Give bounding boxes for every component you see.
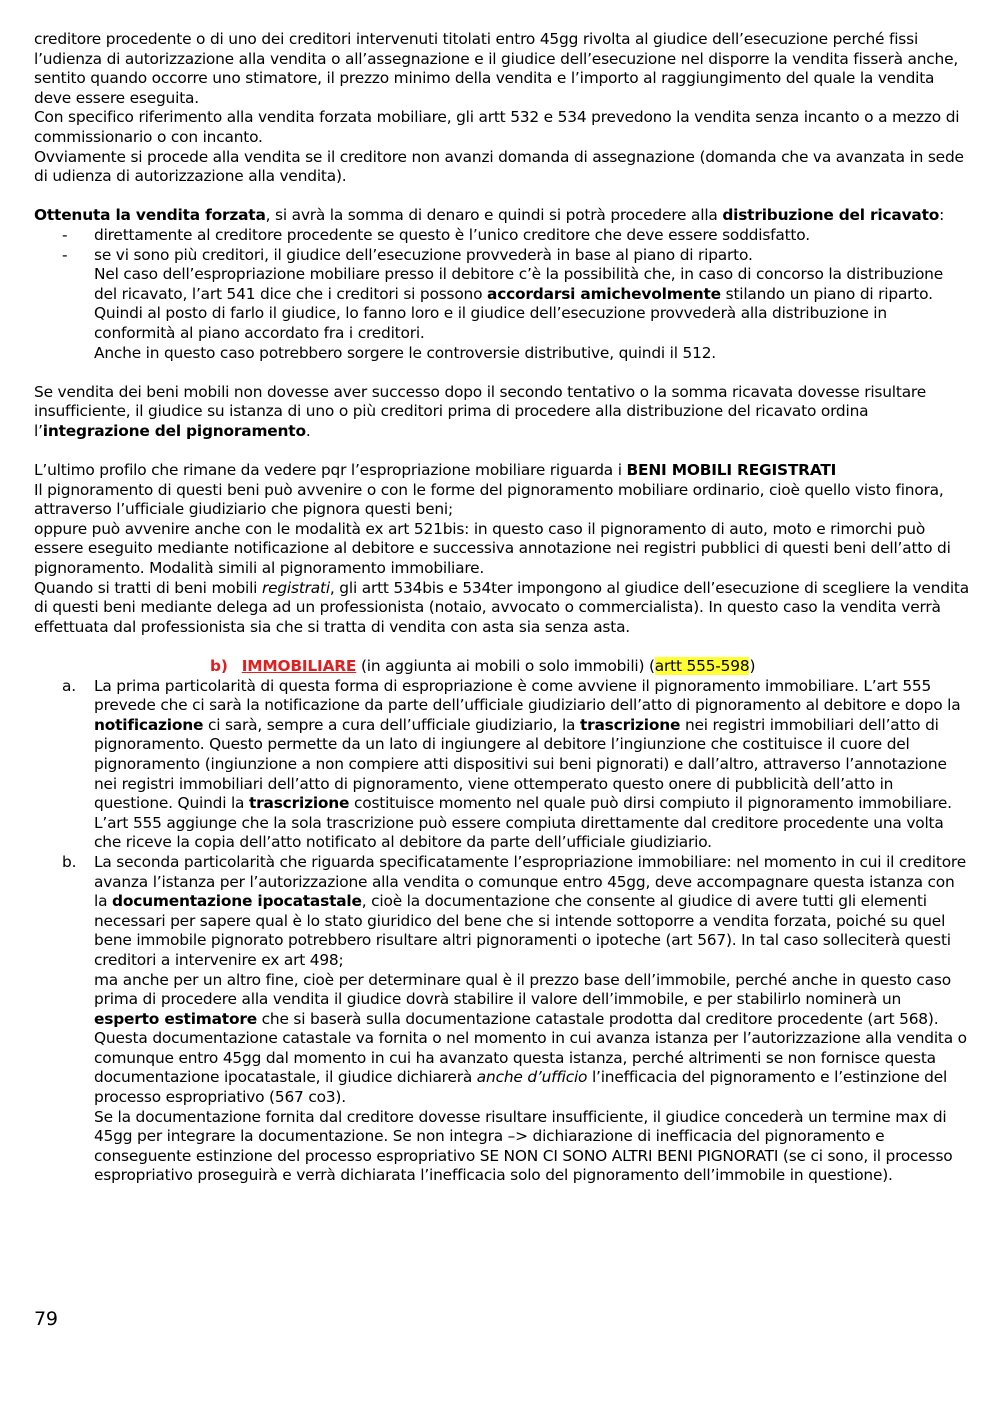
list-item: [34, 677, 969, 853]
italic-text: anche d’ufficio: [476, 1068, 588, 1087]
bullet-marker: -: [62, 225, 68, 244]
text-run: ): [749, 657, 756, 675]
list-item: [34, 246, 969, 364]
list-marker: a.: [62, 676, 76, 695]
text-run: , si avrà la somma di denaro e quindi si potrà procedere alla: [265, 206, 723, 225]
text-run: nei registri immobiliari dell’atto di pignoramento. Questo permette da un lato di ingiungere al debitore l’ingiunzione che costituisce il cuore del pignoramento (ingiunzione a non compiere atti dispositivi sui beni pignorati) e dall’altro, attraverso l’annotazione nei registri immobiliari dell’atto di pignoramento, viene ottemperato questo onere di pubblicità dell’atto in questione. Quindi la: [94, 715, 947, 813]
list-item-text: [94, 1029, 969, 1107]
page-body: [34, 30, 969, 1186]
bold-text: notificazione: [94, 715, 204, 734]
text-run: Questa documentazione catastale va fornita o nel momento in cui avanza istanza per l’autorizzazione alla vendita o comunque entro 45gg dal momento in cui ha avanzato questa istanza, perché altrimenti se non fornisce questa documentazione ipocatastale, il giudice dichiarerà: [94, 1029, 967, 1087]
paragraph: Il pignoramento di questi beni può avvenire o con le forme del pignoramento mobiliare ordinario, cioè quello visto finora, attraverso l’ufficiale giudiziario che pignora questi beni;: [34, 480, 944, 519]
text-run: costituisce momento nel quale può dirsi compiuto il pignoramento immobiliare.: [349, 794, 952, 813]
paragraph: [34, 461, 969, 481]
text-run: La prima particolarità di questa forma di espropriazione è come avviene il pignoramento immobiliare. L’art 555 prevede che ci sarà la notificazione da parte dell’ufficiale giudiziario dell’atto di pignoramento al debitore e dopo la: [94, 676, 961, 715]
bold-text: accordarsi amichevolmente: [487, 284, 721, 303]
text-run: Quando si tratti di beni mobili: [34, 578, 262, 597]
list-item-text: [94, 677, 969, 814]
paragraph: Con specifico riferimento alla vendita forzata mobiliare, gli artt 532 e 534 prevedono la vendita senza incanto o a mezzo di commissionario o con incanto.: [34, 108, 960, 146]
heading-title: IMMOBILIARE: [241, 657, 357, 675]
text-run: l’inefficacia del pignoramento e l’estinzione del processo espropriativo (567 co3).: [94, 1068, 948, 1107]
text-run: ci sarà, sempre a cura dell’ufficiale giudiziario, la: [203, 715, 580, 734]
paragraph: Ovviamente si procede alla vendita se il creditore non avanzi domanda di assegnazione (domanda che va avanzata in sede di udienza di autorizzazione alla vendita).: [34, 147, 964, 186]
paragraph: [34, 206, 969, 226]
text-run: ma anche per un altro fine, cioè per determinare qual è il prezzo base dell’immobile, perché anche in questo caso prima di procedere alla vendita il giudice dovrà stabilire il valore dell’immobile, e per stabilirlo nominerà un: [94, 970, 951, 1009]
list-item-text: direttamente al creditore procedente se questo è l’unico creditore che deve essere soddisfatto.: [94, 225, 810, 244]
list-item: [34, 226, 969, 246]
list-marker: b.: [62, 852, 77, 871]
text-run: La seconda particolarità che riguarda specificatamente l’espropriazione immobiliare: nel momento in cui il creditore avanza l’istanza per l’autorizzazione alla vendita o comunque entro 45gg, deve accompagnare questa istanza con la: [94, 852, 966, 911]
text-run: Se vendita dei beni mobili non dovesse aver successo dopo il secondo tentativo o la somma ricavata dovesse risultare insufficiente, il giudice su istanza di uno o più creditori prima di procedere alla distribuzione del ricavato ordina l’: [34, 382, 926, 440]
list-item-text: [94, 853, 969, 971]
list-item-text: L’art 555 aggiunge che la sola trascrizione può essere compiuta direttamente dal creditore procedente una volta che riceve la copia dell’atto notificato al debitore da parte dell’ufficiale giudiziario.: [94, 813, 944, 852]
text-run: (in aggiunta ai mobili o solo immobili) (: [356, 657, 655, 675]
text-run: L’ultimo profilo che rimane da vedere pqr l’espropriazione mobiliare riguarda i: [34, 461, 627, 480]
text-run: :: [939, 206, 945, 225]
highlighted-text: artt 555-598: [654, 657, 750, 675]
paragraph: [34, 579, 969, 638]
list-item-text: [94, 265, 969, 343]
list-item-text: [94, 971, 969, 1030]
bold-text: Ottenuta la vendita forzata: [34, 206, 266, 225]
bold-text: documentazione ipocatastale: [112, 892, 362, 911]
bullet-marker: -: [62, 245, 68, 264]
paragraph: oppure può avvenire anche con le modalità ex art 521bis: in questo caso il pignoramento di auto, moto e rimorchi può essere eseguito mediante notificazione al debitore e successiva annotazione nei registri pubblici di questi beni dell’atto di pignoramento. Modalità simili al pignoramento immobiliare.: [34, 519, 951, 578]
bold-text: BENI MOBILI REGISTRATI: [626, 461, 837, 480]
text-run: che si baserà sulla documentazione catastale prodotta dal creditore procedente (art 568).: [256, 1009, 939, 1028]
bold-text: distribuzione del ricavato: [722, 206, 940, 225]
text-run: Nel caso dell’espropriazione mobiliare presso il debitore c’è la possibilità che, in caso di concorso la distribuzione del ricavato, l’art 541 dice che i creditori si possono: [94, 265, 943, 303]
paragraph: [34, 383, 969, 442]
list-item-text: Anche in questo caso potrebbero sorgere le controversie distributive, quindi il 512.: [94, 343, 716, 362]
text-run: , gli artt 534bis e 534ter impongono al giudice dell’esecuzione di scegliere la vendita di questi beni mediante delega ad un professionista (notaio, avvocato o commercialista). In questo caso la vendita verrà effettuata dal professionista sia che si tratta di vendita con asta sia senza asta.: [34, 578, 969, 636]
heading-marker: b): [210, 657, 228, 675]
text-run: .: [305, 421, 311, 440]
text-run: , cioè la documentazione che consente al giudice di avere tutti gli elementi necessari per sapere qual è lo stato giuridico del bene che si intende sottoporre a vendita forzata, poiché su quel bene immobile pignorato potrebbero risultare altri pignoramenti o ipoteche (art 567). In tal caso solleciterà questi creditori a intervenire ex art 498;: [94, 892, 951, 969]
section-heading: [34, 657, 969, 677]
paragraph: creditore procedente o di uno dei creditori intervenuti titolati entro 45gg rivolta al giudice dell’esecuzione perché fissi l’udienza di autorizzazione alla vendita o all’assegnazione e il giudice dell’esecuzione nel disporre la vendita fisserà anche, sentito quando occorre uno stimatore, il prezzo minimo della vendita e l’importo al raggiungimento del quale la vendita deve essere eseguita.: [34, 30, 959, 107]
bold-text: esperto estimatore: [94, 1009, 257, 1028]
list-item: [34, 853, 969, 1186]
list-item-text: Se la documentazione fornita dal creditore dovesse risultare insufficiente, il giudice concederà un termine max di 45gg per integrare la documentazione. Se non integra –> dichiarazione di inefficacia del pignoramento e conseguente estinzione del processo espropriativo SE NON CI SONO ALTRI BENI PIGNORATI (se ci sono, il processo espropriativo proseguirà e verrà dichiarata l’inefficacia solo del pignoramento dell’immobile in questione).: [94, 1107, 953, 1185]
italic-text: registrati: [261, 578, 330, 597]
bold-text: trascrizione: [248, 794, 350, 813]
list-item-text: se vi sono più creditori, il giudice dell’esecuzione provvederà in base al piano di riparto.: [94, 245, 753, 264]
bold-text: integrazione del pignoramento: [42, 421, 306, 440]
text-run: stilando un piano di riparto. Quindi al posto di farlo il giudice, lo fanno loro e il giudice dell’esecuzione provvederà alla distribuzione in conformità al piano accordato fra i creditori.: [94, 284, 933, 342]
bold-text: trascrizione: [579, 715, 681, 734]
page-number: 79: [34, 1308, 58, 1330]
